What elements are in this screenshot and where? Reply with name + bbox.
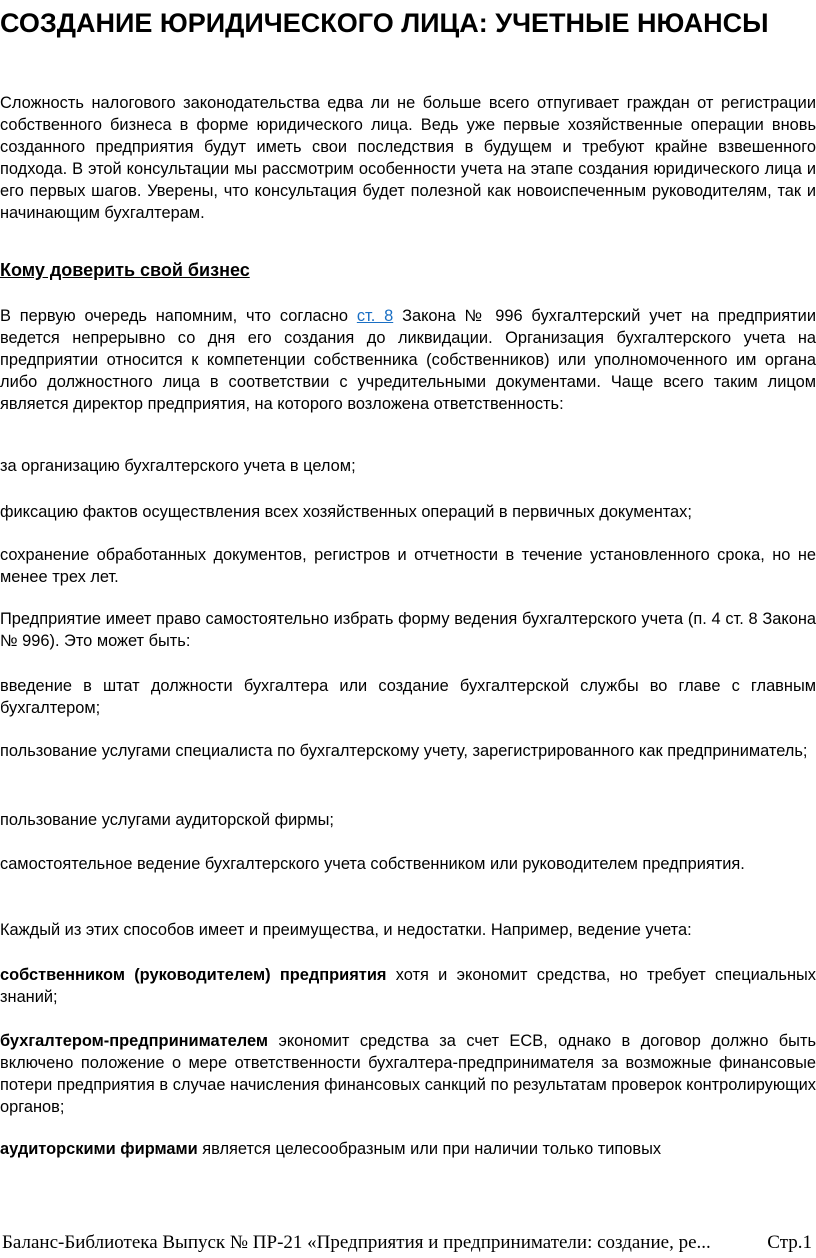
paragraph-forms: Предприятие имеет право самостоятельно избрать форму ведения бухгалтерского учета (п. 4 ст. 8 Закона № 996). Это может быть: [0, 610, 816, 650]
pros-cons-item-3-text: является целесообразным или при наличии только типовых [197, 1140, 662, 1158]
section-heading: Кому доверить свой бизнес [0, 260, 250, 280]
pros-cons-item-1-text: хотя и экономит средства, но требует специальных знаний; [0, 966, 816, 1006]
footer-page-number: Стр.1 [767, 1232, 812, 1253]
intro-paragraph: Сложность налогового законодательства едва ли не больше всего отпугивает граждан от регистрации собственного бизнеса в форме юридического лица. Ведь уже первые хозяйственные операции вновь созданного предприятия будут иметь свои последствия в будущем и требуют крайне взвешенного подхода. В этой консультации мы рассмотрим особенности учета на этапе создания юридического лица и его первых шагов. Уверены, что консультация будет полезной как новоиспеченным руководителям, так и начинающим бухгалтерам. [0, 94, 816, 222]
paragraph-law-before: В первую очередь напомним, что согласно [0, 307, 357, 325]
pros-cons-item-2 [0, 1030, 816, 1118]
pros-cons-item-1-term: собственником (руководителем) предприятия [0, 966, 387, 984]
paragraph-law-after: Закона № 996 бухгалтерский учет на предприятии ведется непрерывно со дня его создания до ликвидации. Организация бухгалтерского учета на предприятии относится к компетенции собственника (собственников) или уполномоченного им органа либо должностного лица в соответствии с учредительными документами. Чаще всего таким лицом является директор предприятия, на которого возложена ответственность: [0, 307, 816, 413]
responsibility-item-1: за организацию бухгалтерского учета в целом; [0, 457, 356, 475]
form-item-3: пользование услугами аудиторской фирмы; [0, 811, 334, 829]
paragraph-law [0, 305, 816, 415]
form-item-2: пользование услугами специалиста по бухгалтерскому учету, зарегистрированного как предприниматель; [0, 742, 808, 760]
pros-cons-item-2-term: бухгалтером-предпринимателем [0, 1032, 269, 1050]
article-8-link[interactable]: ст. 8 [356, 307, 394, 325]
responsibility-item-2: фиксацию фактов осуществления всех хозяйственных операций в первичных документах; [0, 503, 692, 521]
form-item-1: введение в штат должности бухгалтера или создание бухгалтерской службы во главе с главным бухгалтером; [0, 677, 816, 717]
footer-publication: Баланс-Библиотека Выпуск № ПР-21 «Предприятия и предприниматели: создание, ре... [2, 1232, 711, 1253]
form-item-4: самостоятельное ведение бухгалтерского учета собственником или руководителем предприятия. [0, 855, 745, 873]
article-title: СОЗДАНИЕ ЮРИДИЧЕСКОГО ЛИЦА: УЧЕТНЫЕ НЮАНСЫ [0, 8, 769, 38]
paragraph-pros-cons: Каждый из этих способов имеет и преимущества, и недостатки. Например, ведение учета: [0, 921, 692, 939]
pros-cons-item-2-text: экономит средства за счет ЕСВ, однако в договор должно быть включено положение о мере ответственности бухгалтера-предпринимателя за возможные финансовые потери предприятия в случае начисления финансовых санкций по результатам проверок контролирующих органов; [0, 1032, 816, 1116]
responsibility-item-3: сохранение обработанных документов, регистров и отчетности в течение установленного срока, но не менее трех лет. [0, 546, 816, 586]
pros-cons-item-3 [0, 1138, 816, 1160]
pros-cons-item-1 [0, 964, 816, 1008]
pros-cons-item-3-term: аудиторскими фирмами [0, 1140, 198, 1158]
